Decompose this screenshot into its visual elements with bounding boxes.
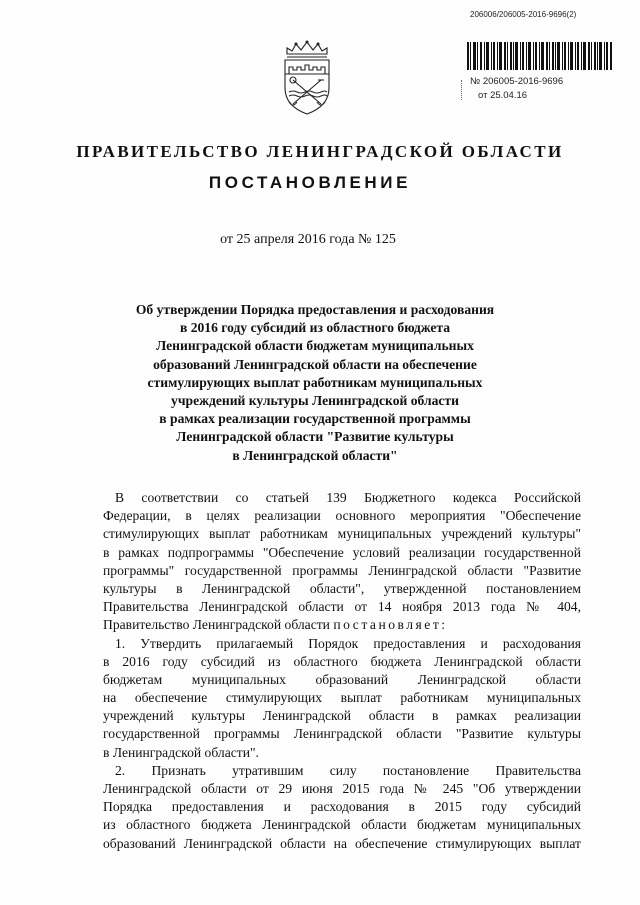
subject-line: Ленинградской области бюджетам муниципальных [156,338,474,354]
subject-line: стимулирующих выплат работникам муниципальных [147,374,483,390]
item1-line: бюджетам муниципальных образований Ленинградской области [103,671,581,687]
document-type-heading: ПОСТАНОВЛЕНИЕ [208,173,412,192]
subject-line: в Ленинградской области" [232,447,398,463]
subject-line: в рамках реализации государственной программы [159,411,471,427]
coat-of-arms-icon [281,40,333,116]
item1-line: на обеспечение стимулирующих выплат работникам муниципальных [103,690,581,706]
preamble-line: в рамках подпрограммы "Обеспечение условий реализации государственной [103,544,581,560]
preamble-line: программы" государственной программы Ленинградской области "Развитие [103,562,581,578]
preamble-line: стимулирующих выплат работникам муниципальных учреждений культуры" [103,526,581,542]
barcode-icon [467,42,612,70]
item1-line: учреждений культуры Ленинградской области в рамках реализации [103,708,581,724]
document-subject [130,301,500,465]
item2-line: из областного бюджета Ленинградской области бюджетам муниципальных [103,817,581,833]
item1-line: государственной программы Ленинградской области "Развитие культуры [103,726,581,742]
subject-line: Ленинградской области "Развитие культуры [176,429,454,445]
preamble-final-line [103,616,581,634]
subject-line: Об утверждении Порядка предоставления и расходования [135,302,495,317]
item1-line: в 2016 году субсидий из областного бюджета Ленинградской области [103,653,581,669]
preamble-line: В соответствии со статьей 139 Бюджетного кодекса Российской [115,490,581,505]
government-title: ПРАВИТЕЛЬСТВО ЛЕНИНГРАДСКОЙ ОБЛАСТИ [76,142,564,161]
item2-line: образований Ленинградской области на обеспечение стимулирующих выплат [103,835,581,851]
decree-word: постановляет: [333,617,448,633]
preamble-subject: Правительство Ленинградской области [103,617,330,633]
subject-line: образований Ленинградской области на обеспечение [153,356,477,372]
document-body [103,489,581,853]
document-date-number: от 25 апреля 2016 года № 125 [220,232,396,247]
barcode-number: № 206005-2016-9696 [470,76,564,87]
item1-line: в Ленинградской области". [103,744,259,760]
preamble-line: Федерации, в целях реализации основного мероприятия "Обеспечение [103,508,581,524]
item2-line: Ленинградской области от 29 июня 2015 года № 245 "Об утверждении [103,781,581,796]
barcode-date: от 25.04.16 [478,90,528,101]
subject-line: учреждений культуры Ленинградской области [171,393,459,409]
preamble-line: культуры в Ленинградской области", утвержденной постановлением [103,580,581,596]
subject-line: в 2016 году субсидий из областного бюджета [179,320,451,336]
barcode-separator [461,80,464,100]
item2-line: 2. Признать утратившим силу постановление Правительства [115,762,581,778]
item1-line: 1. Утвердить прилагаемый Порядок предоставления и расходования [115,635,581,651]
item2-line: Порядка предоставления и расходования в 2015 году субсидий [103,799,581,815]
registration-code: 206006/206005-2016-9696(2) [470,10,577,19]
preamble-line: Правительства Ленинградской области от 14 ноября 2013 года № 404, [103,599,581,615]
